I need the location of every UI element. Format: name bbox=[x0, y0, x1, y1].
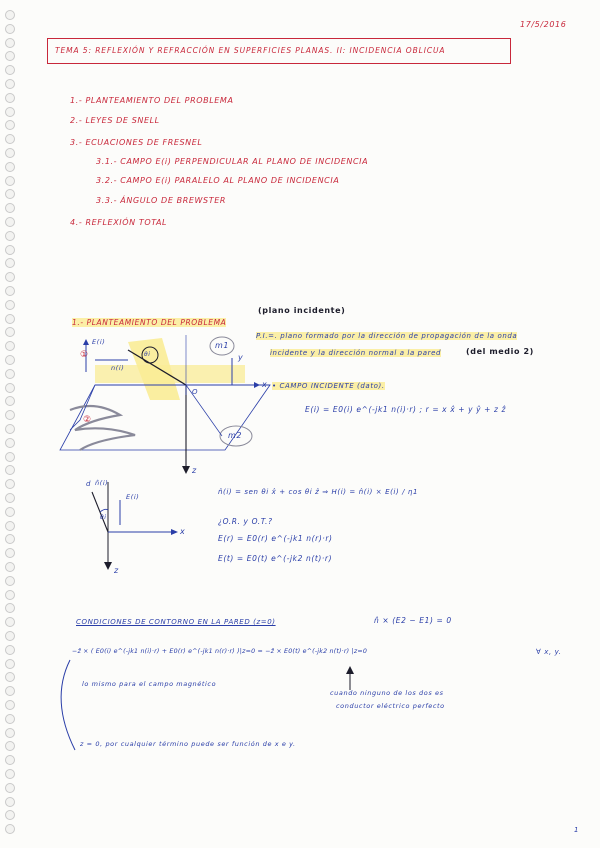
d2-z-label: z bbox=[114, 566, 119, 575]
n-direction-label: n(i) bbox=[111, 364, 125, 372]
page-number: 1 bbox=[574, 826, 580, 834]
d2-d-label: d bbox=[86, 480, 92, 488]
pi-definition-line2: incidente y la dirección normal a la pared bbox=[270, 349, 442, 357]
eq-reflected: E(r) = E0(r) e^(-jk1 n(r)·r) bbox=[218, 534, 333, 543]
outline-item: 3.1.- CAMPO E(i) PERPENDICULAR AL PLANO DE INCIDENCIA bbox=[96, 157, 369, 166]
eq-transmitted: E(t) = E0(t) e^(-jk2 n(t)·r) bbox=[218, 554, 333, 563]
note-final: z = 0, por cualquier término puede ser función de x e y. bbox=[80, 740, 296, 748]
outline-item: 2.- LEYES DE SNELL bbox=[70, 116, 160, 125]
eq-unknown: ¿O.R. y O.T.? bbox=[218, 517, 273, 526]
d2-theta-label: θi bbox=[100, 514, 107, 521]
d2-n-label: n̂(i) bbox=[95, 479, 109, 487]
outline-item: 4.- REFLEXIÓN TOTAL bbox=[70, 218, 168, 227]
boundary-forall: ∀ x, y. bbox=[536, 648, 562, 656]
pi-definition-line1: P.I.=. plano formado por la dirección de propagación de la onda bbox=[256, 332, 518, 340]
note-magnetic: lo mismo para el campo magnético bbox=[82, 680, 217, 688]
date: 17/5/2016 bbox=[520, 20, 567, 29]
outline-item: 3.2.- CAMPO E(i) PARALELO AL PLANO DE INCIDENCIA bbox=[96, 176, 340, 185]
axis-y-label: y bbox=[238, 353, 244, 362]
eq-incident: E(i) = E0(i) e^(-jk1 n(i)·r) ; r = x x̂ + y ŷ + z ẑ bbox=[305, 405, 507, 414]
note-conductor-2: conductor eléctrico perfecto bbox=[336, 702, 445, 710]
axis-x-label: x bbox=[262, 380, 268, 389]
note-conductor: cuando ninguno de los dos es bbox=[330, 689, 444, 697]
section-heading: 1.- PLANTEAMIENTO DEL PROBLEMA bbox=[72, 318, 227, 327]
bracket bbox=[61, 660, 75, 750]
origin-label: O bbox=[192, 388, 199, 396]
incident-field-label: • CAMPO INCIDENTE (dato). bbox=[272, 382, 385, 390]
outline-item: 3.- ECUACIONES DE FRESNEL bbox=[70, 138, 203, 147]
d2-x-label: x bbox=[180, 527, 186, 536]
page-title: TEMA 5: REFLEXIÓN Y REFRACCIÓN EN SUPERFICIES PLANAS. II: INCIDENCIA OBLICUA bbox=[55, 46, 446, 55]
region1-label: ① bbox=[80, 350, 89, 360]
outline-item: 1.- PLANTEAMIENTO DEL PROBLEMA bbox=[70, 96, 234, 105]
pi-medium: (del medio 2) bbox=[466, 347, 534, 356]
theta-label: θi bbox=[144, 351, 151, 358]
boundary-condition: n̂ × (E2 − E1) = 0 bbox=[374, 616, 452, 625]
region2-label: ② bbox=[83, 415, 92, 425]
medium1-label: m1 bbox=[215, 341, 230, 350]
eq-unit-vector: n̂(i) = sen θi x̂ + cos θi ẑ ⇒ H(i) = n̂(i) × E(i) / η1 bbox=[218, 488, 419, 496]
boundary-heading: CONDICIONES DE CONTORNO EN LA PARED (z=0) bbox=[76, 618, 276, 626]
pointer-arrow-head bbox=[346, 666, 354, 674]
d2-e-label: E(i) bbox=[126, 493, 140, 501]
medium2-label: m2 bbox=[228, 431, 243, 440]
e-field-label: E(i) bbox=[92, 338, 106, 346]
outline-item: 3.3.- ÁNGULO DE BREWSTER bbox=[96, 196, 227, 205]
axis-z-label: z bbox=[192, 466, 197, 475]
boundary-equation: −ẑ × ( E0(i) e^(-jk1 n(i)·r) + E0(r) e^(-jk1 n(r)·r) )|z=0 = −ẑ × E0(t) e^(-jk2 n(t)·r) |z=0 bbox=[72, 648, 368, 655]
plane-label: (plano incidente) bbox=[258, 306, 346, 315]
